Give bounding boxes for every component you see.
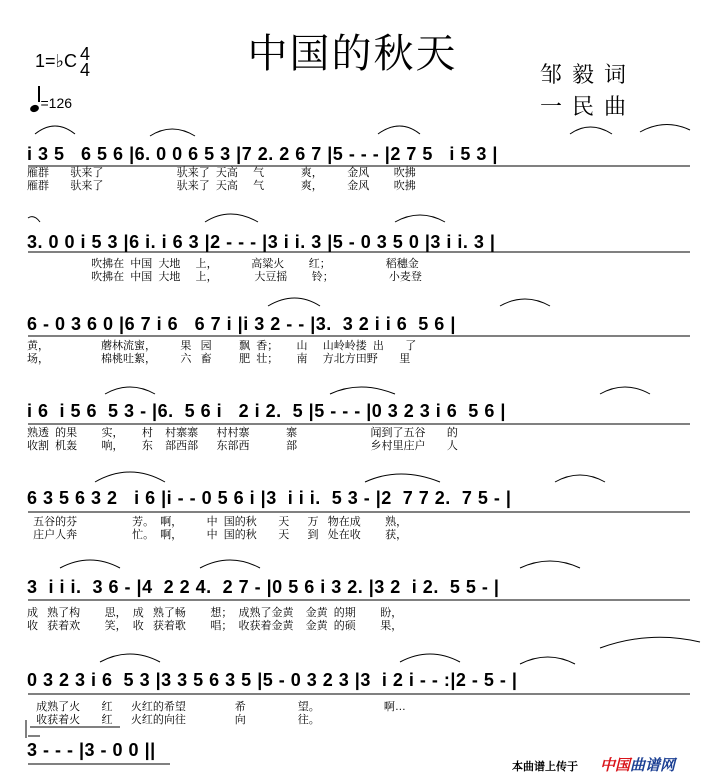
lyrics-line-7b: 收获着火 红 火红的向往 向 往。 bbox=[27, 714, 320, 726]
slur bbox=[400, 654, 460, 662]
slur bbox=[150, 129, 195, 136]
lyrics-line-7a: 成熟了火 红 火红的希望 希 望。 啊… bbox=[27, 701, 406, 713]
lyrics-line-1b: 雁群 驮来了 驮来了 天高 气 爽， 金风 吹拂 bbox=[27, 180, 416, 192]
composer-credit: 一民曲 bbox=[540, 94, 637, 119]
slur bbox=[365, 474, 440, 482]
slur bbox=[200, 560, 260, 568]
lyrics-line-6b: 收 获着欢 笑， 收 获着歌 唱； 收获着金黄 金黄 的硕 果， bbox=[27, 620, 403, 632]
lyricist-credit: 邹毅词 bbox=[540, 62, 637, 87]
lyrics-line-4b: 收割 机轰 响， 东 部西部 东部西 部 乡村里庄户 人 bbox=[27, 440, 458, 452]
notation-line-1: i 3 5 6 5 6 |6. 0 0 6 5 3 |7 2. 2 6 7 |5 - - - |2 7 5 i 5 3 | bbox=[27, 144, 498, 164]
tempo-value: =126 bbox=[40, 95, 73, 111]
slur bbox=[640, 124, 690, 132]
logo-part-a: 中国 bbox=[600, 757, 631, 774]
slur bbox=[105, 387, 155, 394]
time-denominator: 4 bbox=[80, 60, 91, 80]
lyrics-line-4a: 熟透 的果 实， 村 村寨寨 村村寨 寨 闻到了五谷 的 bbox=[27, 427, 458, 439]
notation-line-4: i 6 i 5 6 5 3 - |6. 5 6 i 2 i 2. 5 |5 - - - |0 3 2 3 i 6 5 6 | bbox=[27, 401, 506, 421]
upload-note: 本曲谱上传于 bbox=[512, 761, 578, 773]
slur bbox=[520, 561, 580, 568]
slur bbox=[35, 126, 75, 134]
notation-line-8: 3 - - - |3 - 0 0 || bbox=[27, 740, 156, 760]
notation-line-5: 6 3 5 6 3 2 i 6 |i - - 0 5 6 i |3 i i i. 5 3 - |2 7 7 2. 7 5 - | bbox=[27, 488, 512, 508]
lyrics-line-3b: 场， 棉桃吐絮， 六 畜 肥 壮； 南 方北方田野 里 bbox=[27, 353, 411, 365]
logo-part-b: 曲谱网 bbox=[630, 757, 676, 774]
slur bbox=[600, 637, 700, 648]
time-numerator: 4 bbox=[80, 44, 91, 64]
key-prefix: 1=♭C bbox=[35, 50, 78, 71]
slur bbox=[600, 387, 650, 394]
slur bbox=[330, 387, 395, 394]
site-logo[interactable] bbox=[600, 754, 675, 775]
notation-line-7: 0 3 2 3 i 6 5 3 |3 3 5 6 3 5 |5 - 0 3 2 3 |3 i 2 i - - :|2 - 5 - | bbox=[27, 670, 518, 690]
notation-line-3: 6 - 0 3 6 0 |6 7 i 6 6 7 i |i 3 2 - - |3. 3 2 i i 6 5 6 | bbox=[27, 314, 456, 334]
slur bbox=[555, 475, 605, 482]
slur bbox=[205, 214, 258, 222]
slur bbox=[28, 217, 40, 222]
slur bbox=[378, 126, 420, 134]
slur bbox=[570, 127, 612, 134]
notation-line-6: 3 i i i. 3 6 - |4 2 2 4. 2 7 - |0 5 6 i 3 2. |3 2 i 2. 5 5 - | bbox=[27, 577, 500, 597]
slur bbox=[95, 472, 165, 482]
slur bbox=[520, 657, 575, 664]
lyrics-line-5b: 庄户人奔 忙。 啊， 中 国的秋 天 到 处在收 获， bbox=[27, 529, 408, 541]
slur bbox=[395, 215, 445, 222]
song-title: 中国的秋天 bbox=[247, 31, 458, 77]
slur bbox=[500, 299, 550, 306]
slur bbox=[100, 654, 160, 662]
lyrics-line-2b: 吹拂在 中国 大地 上， 大豆摇 铃； 小麦登 bbox=[27, 271, 422, 283]
lyrics-line-5a: 五谷的芬 芳。 啊， 中 国的秋 天 万 物在成 熟， bbox=[27, 516, 408, 528]
slur bbox=[268, 298, 320, 306]
slur bbox=[60, 560, 120, 568]
lyrics-line-3a: 黄， 蘑林流蜜， 果 园 飘 香； 山 山岭岭搂 出 了 bbox=[27, 340, 417, 352]
lyrics-line-2a: 吹拂在 中国 大地 上， 高粱火 红； 稻穗金 bbox=[27, 258, 419, 270]
notation-line-2: 3. 0 0 i 5 3 |6 i. i 6 3 |2 - - - |3 i i. 3 |5 - 0 3 5 0 |3 i i. 3 | bbox=[27, 232, 496, 252]
lyrics-line-1a: 雁群 驮来了 驮来了 天高 气 爽， 金风 吹拂 bbox=[27, 167, 416, 179]
lyrics-line-6a: 成 熟了构 思， 成 熟了畅 想； 成熟了金黄 金黄 的期 盼， bbox=[27, 607, 403, 619]
